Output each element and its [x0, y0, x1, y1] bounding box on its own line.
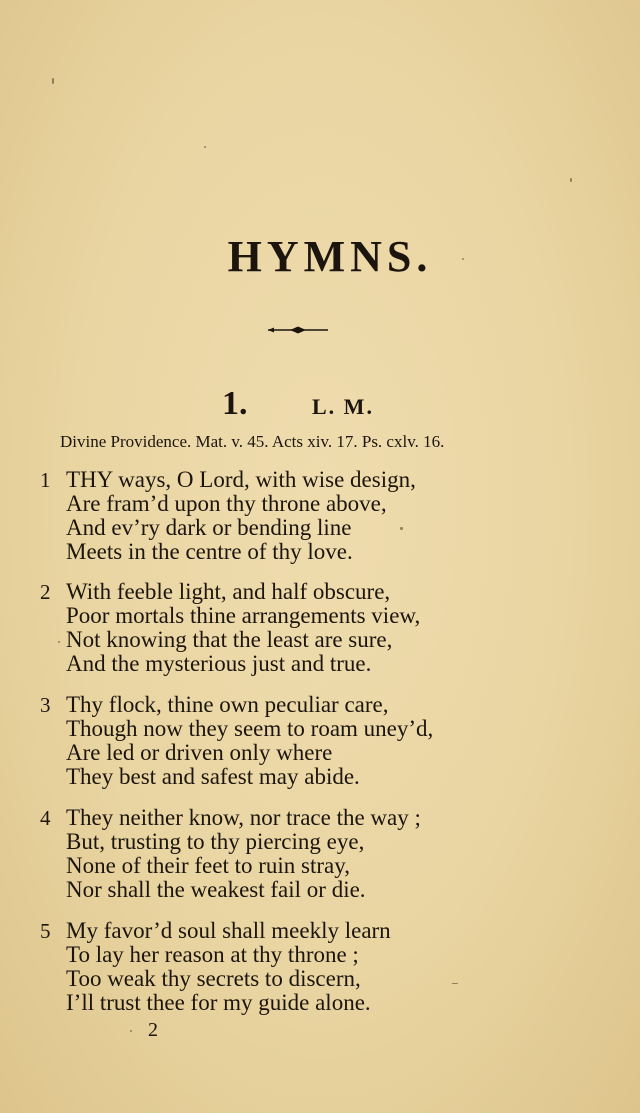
paper-speck: [52, 78, 54, 84]
page-number: 2: [148, 1019, 158, 1041]
stanza-number: 4: [40, 806, 51, 830]
verse-line: With feeble light, and half obscure,: [66, 579, 391, 604]
verse-line: Nor shall the weakest fail or die.: [66, 877, 366, 902]
verse-line: Meets in the centre of thy love.: [66, 539, 353, 564]
verse-line: They best and safest may abide.: [66, 764, 360, 789]
paper-speck: [400, 527, 403, 530]
paper-speck: [58, 641, 60, 643]
stanza-number: 1: [40, 468, 51, 492]
verse-line: And ev’ry dark or bending line: [66, 515, 352, 540]
verse-line: My favor’d soul shall meekly learn: [66, 918, 391, 943]
verse-line: But, trusting to thy piercing eye,: [66, 829, 365, 854]
hymn-heading: [0, 386, 640, 422]
paper-speck: [204, 146, 206, 148]
verse-line: Poor mortals thine arrangements view,: [66, 603, 421, 628]
verse-line: They neither know, nor trace the way ;: [66, 805, 421, 830]
verse-line: THY ways, O Lord, with wise design,: [66, 467, 416, 492]
verse-line: Not knowing that the least are sure,: [66, 627, 393, 652]
hymn-subtitle: Divine Providence. Mat. v. 45. Acts xiv. 17. Ps. cxlv. 16.: [60, 432, 445, 451]
page-title: HYMNS.: [227, 232, 433, 281]
paper-speck: [130, 1030, 132, 1032]
stanza-number: 5: [40, 919, 51, 943]
hymn-meter: L. M.: [312, 394, 374, 419]
paper-speck: [570, 178, 572, 182]
verse-line: To lay her reason at thy throne ;: [66, 942, 359, 967]
verse-line: Though now they seem to roam uney’d,: [66, 716, 434, 741]
divider-ornament: [268, 324, 328, 336]
verse-line: None of their feet to ruin stray,: [66, 853, 350, 878]
verse-line: And the mysterious just and true.: [66, 651, 372, 676]
verse-line: Are led or driven only where: [66, 740, 333, 765]
verse-line: Thy flock, thine own peculiar care,: [66, 692, 389, 717]
stanza-number: 3: [40, 693, 51, 717]
verse-line: I’ll trust thee for my guide alone.: [66, 990, 371, 1015]
stanza-number: 2: [40, 580, 51, 604]
paper-speck: [452, 983, 458, 984]
verse-line: Too weak thy secrets to discern,: [66, 966, 361, 991]
verse-line: Are fram’d upon thy throne above,: [66, 491, 387, 516]
hymn-number: 1.: [222, 385, 248, 422]
